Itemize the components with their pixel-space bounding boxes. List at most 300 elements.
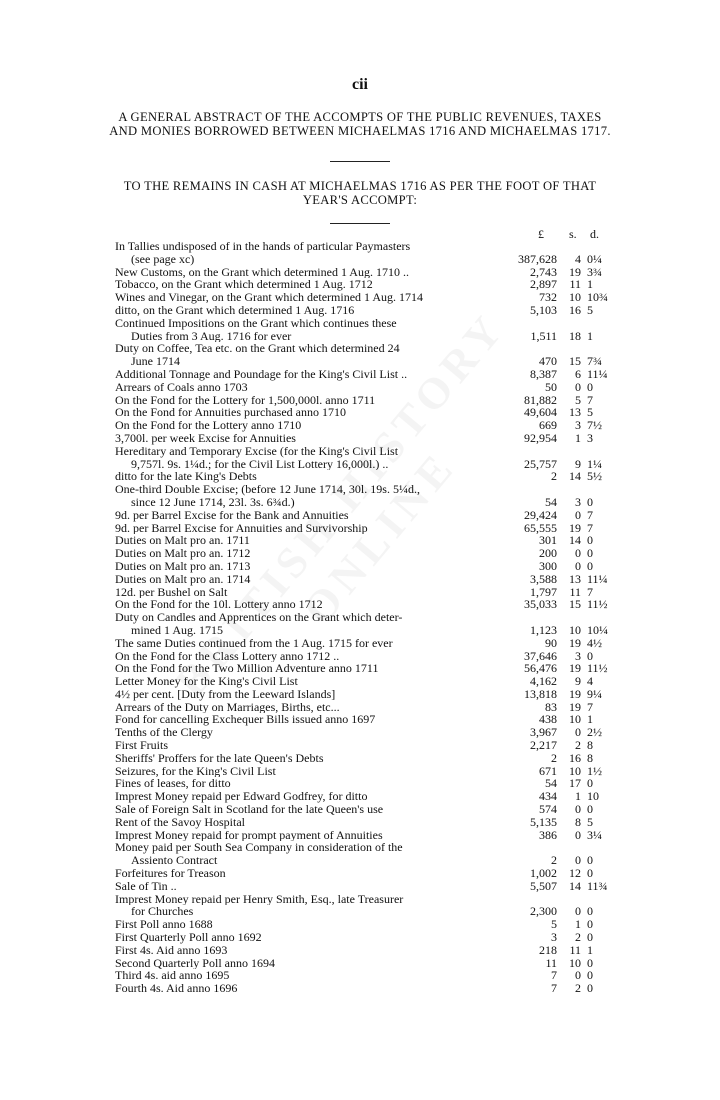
row-description-line: Additional Tonnage and Poundage for the King's Civil List .. — [115, 367, 408, 381]
row-description-line: Sale of Tin .. — [115, 879, 177, 893]
shillings-amount: 9 — [575, 674, 581, 689]
pounds-amount: 1,002 — [530, 866, 557, 881]
pounds-amount: 5,507 — [530, 878, 557, 893]
row-description — [115, 240, 505, 266]
row-description-line: Tobacco, on the Grant which determined 1 Aug. 1712 — [115, 278, 373, 292]
table-row — [115, 637, 608, 650]
pence-amount: 8 — [587, 738, 593, 753]
row-description — [115, 982, 505, 995]
row-description-line: (see page xc) — [131, 252, 195, 266]
pounds-amount: 300 — [539, 558, 557, 573]
row-description — [115, 381, 505, 394]
pence-amount: 3¾ — [587, 264, 602, 279]
shillings-amount: 11 — [569, 584, 581, 599]
row-description-line: On the Fond for Annuities purchased anno 1710 — [115, 406, 346, 420]
row-description — [115, 816, 505, 829]
row-description-line: Seizures, for the King's Civil List — [115, 764, 276, 778]
row-description-line: Duties from 3 Aug. 1716 for ever — [131, 329, 292, 343]
pounds-amount: 35,033 — [524, 597, 557, 612]
row-description — [115, 765, 505, 778]
shillings-amount: 10 — [569, 712, 581, 727]
row-description-line: 3,700l. per week Excise for Annuities — [115, 431, 296, 445]
table-row — [115, 944, 608, 957]
table-row — [115, 278, 608, 291]
shillings-amount: 14 — [569, 878, 581, 893]
pence-amount: 7 — [587, 392, 593, 407]
page-title: A GENERAL ABSTRACT OF THE ACCOMPTS OF THE PUBLIC REVENUES, TAXES AND MONIES BORROWED BETWEEN MICHAELMAS 1716 AND MICHAELMAS 1717. — [109, 110, 611, 138]
shillings-amount: 15 — [569, 597, 581, 612]
row-description-line: 9,757l. 9s. 1¼d.; for the Civil List Lottery 16,000l.) .. — [131, 457, 389, 471]
shillings-amount: 3 — [575, 494, 581, 509]
shillings-amount: 11 — [569, 942, 581, 957]
pence-amount: 11¼ — [587, 366, 608, 381]
shillings-amount: 0 — [575, 802, 581, 817]
row-description-line: Second Quarterly Poll anno 1694 — [115, 956, 275, 970]
row-description-line: Hereditary and Temporary Excise (for the King's Civil List — [115, 444, 399, 458]
table-row — [115, 803, 608, 816]
pounds-amount: 29,424 — [524, 507, 557, 522]
table-row — [115, 880, 608, 893]
pounds-amount: 669 — [539, 418, 557, 433]
table-row — [115, 829, 608, 842]
shillings-amount: 10 — [569, 955, 581, 970]
shillings-amount: 0 — [575, 546, 581, 561]
row-description — [115, 752, 505, 765]
pence-amount: 1 — [587, 328, 593, 343]
row-description — [115, 419, 505, 432]
table-row — [115, 701, 608, 714]
row-description — [115, 470, 505, 483]
pence-amount: 9¼ — [587, 686, 602, 701]
row-description — [115, 803, 505, 816]
row-description — [115, 931, 505, 944]
shillings-amount: 18 — [569, 328, 581, 343]
pence-amount: 0 — [587, 379, 593, 394]
pence-amount: 0 — [587, 802, 593, 817]
shillings-amount: 13 — [569, 571, 581, 586]
shillings-header: s. — [569, 227, 577, 241]
row-description-line: Wines and Vinegar, on the Grant which determined 1 Aug. 1714 — [115, 291, 424, 304]
shillings-amount: 19 — [569, 635, 581, 650]
table-row — [115, 368, 608, 381]
pounds-amount: 54 — [545, 776, 557, 791]
table-row — [115, 598, 608, 611]
pounds-amount: 2,897 — [530, 277, 557, 292]
table-row — [115, 560, 608, 573]
pounds-amount: 83 — [545, 699, 557, 714]
shillings-amount: 3 — [575, 418, 581, 433]
row-description — [115, 688, 505, 701]
table-row — [115, 969, 608, 982]
pounds-amount: 5,135 — [530, 814, 557, 829]
pence-amount: 5 — [587, 814, 593, 829]
pence-amount: 5 — [587, 302, 593, 317]
row-description-line: Duty on Coffee, Tea etc. on the Grant which determined 24 — [115, 342, 400, 356]
table-row — [115, 317, 608, 343]
row-description — [115, 266, 505, 279]
pence-amount: 8 — [587, 750, 593, 765]
row-description — [115, 291, 505, 304]
row-description — [115, 522, 505, 535]
pounds-amount: 574 — [539, 802, 557, 817]
row-description-line: Sheriffs' Proffers for the late Queen's Debts — [115, 751, 324, 765]
pounds-amount: 218 — [539, 942, 557, 957]
table-row — [115, 765, 608, 778]
row-description — [115, 445, 505, 471]
pounds-amount: 90 — [545, 635, 557, 650]
row-description — [115, 957, 505, 970]
pounds-amount: 301 — [539, 533, 557, 548]
row-description — [115, 406, 505, 419]
row-description — [115, 777, 505, 790]
shillings-amount: 17 — [569, 776, 581, 791]
table-row — [115, 777, 608, 790]
pence-amount: 7¾ — [587, 354, 602, 369]
row-description — [115, 368, 505, 381]
table-row — [115, 381, 608, 394]
table-row — [115, 509, 608, 522]
page-number: cii — [352, 76, 368, 93]
row-description-line: Tenths of the Clergy — [115, 726, 213, 740]
row-description — [115, 841, 505, 867]
pounds-amount: 2,217 — [530, 738, 557, 753]
row-description-line: since 12 June 1714, 23l. 3s. 6¾d.) — [131, 495, 295, 509]
pounds-amount: 50 — [545, 379, 557, 394]
pounds-amount: 2 — [551, 469, 557, 484]
row-description-line: mined 1 Aug. 1715 — [131, 623, 223, 637]
pence-amount: 0 — [587, 904, 593, 919]
table-row — [115, 534, 608, 547]
section-heading: TO THE REMAINS IN CASH AT MICHAELMAS 1716 AS PER THE FOOT OF THAT YEAR'S ACCOMPT: — [123, 179, 597, 207]
row-description — [115, 918, 505, 931]
pounds-amount: 2 — [551, 750, 557, 765]
shillings-amount: 16 — [569, 750, 581, 765]
pence-amount: 4 — [587, 674, 593, 689]
column-headers — [504, 227, 608, 240]
pence-amount: 0 — [587, 533, 593, 548]
shillings-amount: 0 — [575, 507, 581, 522]
pence-header: d. — [590, 227, 599, 241]
row-description-line: On the Fond for the 10l. Lottery anno 1712 — [115, 598, 323, 612]
row-description-line: Duties on Malt pro an. 1711 — [115, 534, 250, 548]
pounds-amount: 434 — [539, 789, 557, 804]
shillings-amount: 0 — [575, 558, 581, 573]
table-row — [115, 752, 608, 765]
pounds-amount: 49,604 — [524, 405, 557, 420]
pence-amount: 3¼ — [587, 827, 602, 842]
divider — [330, 223, 390, 224]
pence-amount: 10¾ — [587, 290, 608, 305]
table-row — [115, 304, 608, 317]
pence-amount: 1¼ — [587, 456, 602, 471]
table-row — [115, 445, 608, 471]
pence-amount: 0 — [587, 930, 593, 945]
shillings-amount: 10 — [569, 290, 581, 305]
shillings-amount: 14 — [569, 533, 581, 548]
pence-amount: 0 — [587, 866, 593, 881]
row-description — [115, 650, 505, 663]
row-description-line: Money paid per South Sea Company in consideration of the — [115, 841, 403, 855]
pounds-amount: 387,628 — [518, 251, 557, 266]
row-description — [115, 304, 505, 317]
table-row — [115, 522, 608, 535]
pounds-amount: 1,123 — [530, 622, 557, 637]
shillings-amount: 16 — [569, 302, 581, 317]
row-description-line: 9d. per Barrel Excise for Annuities and Survivorship — [115, 521, 368, 535]
row-description-line: Imprest Money repaid for prompt payment of Annuities — [115, 828, 383, 842]
row-description — [115, 547, 505, 560]
pence-amount: 5 — [587, 405, 593, 420]
pounds-amount: 3,588 — [530, 571, 557, 586]
pounds-amount: 7 — [551, 968, 557, 983]
row-description — [115, 969, 505, 982]
table-row — [115, 739, 608, 752]
row-description-line: ditto, on the Grant which determined 1 Aug. 1716 — [115, 303, 355, 317]
divider — [330, 161, 390, 162]
table-row — [115, 867, 608, 880]
table-row — [115, 893, 608, 919]
pence-amount: 4½ — [587, 635, 602, 650]
pence-amount: 7 — [587, 584, 593, 599]
pounds-amount: 4,162 — [530, 674, 557, 689]
pounds-amount: 5 — [551, 917, 557, 932]
row-description — [115, 701, 505, 714]
pence-amount: 0 — [587, 955, 593, 970]
pounds-amount: 1,511 — [530, 328, 557, 343]
shillings-amount: 10 — [569, 622, 581, 637]
pounds-amount: 92,954 — [524, 430, 557, 445]
pence-amount: 0 — [587, 853, 593, 868]
row-description — [115, 944, 505, 957]
row-description-line: Arrears of Coals anno 1703 — [115, 380, 248, 394]
row-description-line: 12d. per Bushel on Salt — [115, 585, 228, 599]
pence-amount: 0 — [587, 981, 593, 996]
pounds-amount: 2 — [551, 853, 557, 868]
shillings-amount: 0 — [575, 904, 581, 919]
pence-amount: 11¼ — [587, 571, 608, 586]
pence-amount: 0 — [587, 648, 593, 663]
table-row — [115, 688, 608, 701]
pence-amount: 2½ — [587, 725, 602, 740]
shillings-amount: 0 — [575, 853, 581, 868]
row-description-line: On the Fond for the Two Million Adventure anno 1711 — [115, 662, 379, 676]
shillings-amount: 1 — [575, 917, 581, 932]
shillings-amount: 9 — [575, 456, 581, 471]
row-description-line: Fourth 4s. Aid anno 1696 — [115, 982, 238, 996]
pounds-amount: 37,646 — [524, 648, 557, 663]
row-description — [115, 739, 505, 752]
row-description-line: Fines of leases, for ditto — [115, 777, 231, 791]
pounds-amount: 56,476 — [524, 661, 557, 676]
row-description-line: First 4s. Aid anno 1693 — [115, 943, 228, 957]
shillings-amount: 4 — [575, 251, 581, 266]
pounds-amount: 13,818 — [524, 686, 557, 701]
pence-amount: 0 — [587, 546, 593, 561]
row-description — [115, 829, 505, 842]
row-description — [115, 713, 505, 726]
pence-amount: 1 — [587, 712, 593, 727]
pounds-amount: 2,743 — [530, 264, 557, 279]
shillings-amount: 8 — [575, 814, 581, 829]
row-description-line: On the Fond for the Class Lottery anno 1712 .. — [115, 649, 340, 663]
table-row — [115, 342, 608, 368]
shillings-amount: 3 — [575, 648, 581, 663]
shillings-amount: 5 — [575, 392, 581, 407]
pence-amount: 7 — [587, 699, 593, 714]
pence-amount: 1 — [587, 277, 593, 292]
pounds-amount: 1,797 — [530, 584, 557, 599]
row-description-line: On the Fond for the Lottery anno 1710 — [115, 419, 302, 432]
shillings-amount: 19 — [569, 699, 581, 714]
pounds-amount: 8,387 — [530, 366, 557, 381]
row-description — [115, 586, 505, 599]
row-description — [115, 726, 505, 739]
row-description-line: 4½ per cent. [Duty from the Leeward Islands] — [115, 687, 336, 701]
row-description — [115, 637, 505, 650]
pounds-amount: 2,300 — [530, 904, 557, 919]
pence-amount: 1½ — [587, 763, 602, 778]
row-description-line: First Fruits — [115, 739, 169, 752]
pounds-amount: 81,882 — [524, 392, 557, 407]
row-description-line: June 1714 — [131, 355, 180, 368]
row-description — [115, 790, 505, 803]
shillings-amount: 1 — [575, 789, 581, 804]
shillings-amount: 1 — [575, 430, 581, 445]
row-description — [115, 394, 505, 407]
shillings-amount: 2 — [575, 738, 581, 753]
shillings-amount: 19 — [569, 520, 581, 535]
row-description-line: Third 4s. aid anno 1695 — [115, 969, 230, 983]
table-row — [115, 573, 608, 586]
shillings-amount: 19 — [569, 686, 581, 701]
row-description-line: Arrears of the Duty on Marriages, Births, etc... — [115, 700, 340, 714]
row-description — [115, 675, 505, 688]
shillings-amount: 12 — [569, 866, 581, 881]
row-description-line: for Churches — [131, 905, 194, 919]
pence-amount: 10 — [587, 789, 599, 804]
pence-amount: 0¼ — [587, 251, 602, 266]
row-description — [115, 893, 505, 919]
row-description — [115, 509, 505, 522]
shillings-amount: 0 — [575, 725, 581, 740]
table-row — [115, 816, 608, 829]
shillings-amount: 19 — [569, 661, 581, 676]
pence-amount: 7 — [587, 507, 593, 522]
pounds-amount: 200 — [539, 546, 557, 561]
row-description-line: Duties on Malt pro an. 1712 — [115, 547, 251, 560]
row-description — [115, 573, 505, 586]
pounds-amount: 25,757 — [524, 456, 557, 471]
shillings-amount: 0 — [575, 379, 581, 394]
pounds-amount: 5,103 — [530, 302, 557, 317]
row-description-line: First Poll anno 1688 — [115, 918, 213, 932]
row-description-line: In Tallies undisposed of in the hands of particular Paymasters — [115, 240, 411, 253]
pence-amount: 3 — [587, 430, 593, 445]
pounds-amount: 438 — [539, 712, 557, 727]
table-row — [115, 611, 608, 637]
pounds-amount: 386 — [539, 827, 557, 842]
row-description — [115, 598, 505, 611]
shillings-amount: 19 — [569, 264, 581, 279]
table-row — [115, 841, 608, 867]
pounds-amount: 54 — [545, 494, 557, 509]
shillings-amount: 2 — [575, 930, 581, 945]
table-row — [115, 240, 608, 266]
table-row — [115, 957, 608, 970]
table-row — [115, 918, 608, 931]
row-description — [115, 278, 505, 291]
row-description-line: First Quarterly Poll anno 1692 — [115, 931, 262, 944]
table-row — [115, 931, 608, 944]
row-description — [115, 662, 505, 675]
row-description — [115, 560, 505, 573]
row-description-line: Assiento Contract — [131, 854, 218, 868]
row-description-line: New Customs, on the Grant which determined 1 Aug. 1710 .. — [115, 265, 409, 279]
pence-amount: 11½ — [587, 661, 608, 676]
row-description-line: 9d. per Barrel Excise for the Bank and Annuities — [115, 508, 349, 522]
shillings-amount: 13 — [569, 405, 581, 420]
pence-amount: 0 — [587, 494, 593, 509]
pounds-amount: 470 — [539, 354, 557, 369]
row-description — [115, 483, 505, 509]
row-description-line: Fond for cancelling Exchequer Bills issued anno 1697 — [115, 713, 376, 727]
pence-amount: 11½ — [587, 597, 608, 612]
row-description — [115, 432, 505, 445]
shillings-amount: 0 — [575, 827, 581, 842]
pence-amount: 11¾ — [587, 878, 608, 893]
pence-amount: 0 — [587, 558, 593, 573]
pence-amount: 7 — [587, 520, 593, 535]
pounds-amount: 11 — [545, 955, 557, 970]
table-row — [115, 547, 608, 560]
shillings-amount: 10 — [569, 763, 581, 778]
row-description — [115, 867, 505, 880]
pounds-amount: 65,555 — [524, 520, 557, 535]
pence-amount: 10¼ — [587, 622, 608, 637]
row-description-line: Duties on Malt pro an. 1713 — [115, 559, 251, 573]
row-description-line: The same Duties continued from the 1 Aug. 1715 for ever — [115, 636, 393, 650]
pounds-amount: 671 — [539, 763, 557, 778]
shillings-amount: 14 — [569, 469, 581, 484]
pounds-amount: 3,967 — [530, 725, 557, 740]
row-description-line: Letter Money for the King's Civil List — [115, 675, 298, 688]
shillings-amount: 15 — [569, 354, 581, 369]
row-description-line: Duties on Malt pro an. 1714 — [115, 572, 251, 586]
table-row — [115, 675, 608, 688]
row-description-line: Duty on Candles and Apprentices on the Grant which deter- — [115, 611, 403, 624]
pounds-amount: 3 — [551, 930, 557, 945]
row-description — [115, 317, 505, 343]
pence-amount: 0 — [587, 917, 593, 932]
pence-amount: 5½ — [587, 469, 602, 484]
row-description — [115, 880, 505, 893]
table-row — [115, 790, 608, 803]
shillings-amount: 0 — [575, 968, 581, 983]
pounds-header: £ — [538, 227, 544, 241]
ledger-table — [115, 240, 608, 995]
table-row — [115, 406, 608, 419]
pence-amount: 0 — [587, 776, 593, 791]
shillings-amount: 2 — [575, 981, 581, 996]
shillings-amount: 11 — [569, 277, 581, 292]
row-description-line: On the Fond for the Lottery for 1,500,000l. anno 1711 — [115, 393, 376, 407]
row-description — [115, 611, 505, 637]
row-description-line: Imprest Money repaid per Edward Godfrey, for ditto — [115, 790, 368, 804]
row-description-line: Sale of Foreign Salt in Scotland for the late Queen's use — [115, 803, 384, 816]
row-description-line: Imprest Money repaid per Henry Smith, Esq., late Treasurer — [115, 892, 404, 906]
pounds-amount: 7 — [551, 981, 557, 996]
table-row — [115, 483, 608, 509]
